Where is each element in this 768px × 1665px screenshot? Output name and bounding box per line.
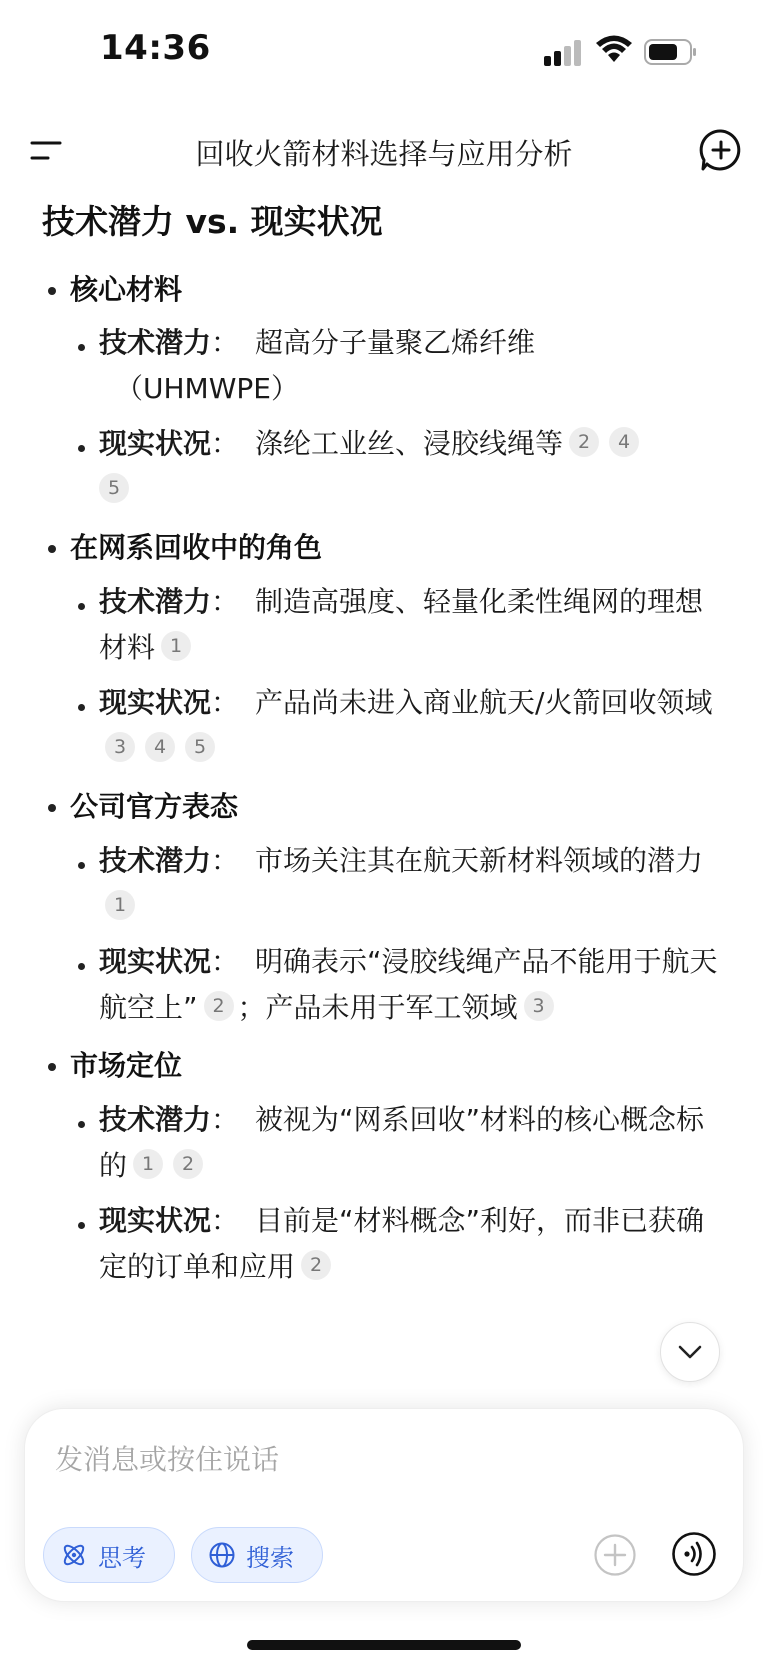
list-item [99, 838, 719, 930]
citation-badge[interactable]: 1 [161, 631, 191, 661]
bullet-dot [78, 704, 85, 711]
think-toggle-button[interactable] [43, 1527, 175, 1583]
sub-text-2: ；产品未用于军工领域 [237, 991, 518, 1024]
bullet-dot [78, 1222, 85, 1229]
status-bar [0, 0, 768, 100]
message-composer [24, 1408, 744, 1602]
globe-icon [208, 1541, 236, 1569]
section-heading: 技术潜力 vs. 现实状况 [42, 202, 383, 241]
bullet-dot [78, 445, 85, 452]
citation-badge[interactable]: 2 [569, 427, 599, 457]
sub-colon: ： [211, 686, 240, 719]
citation-badge[interactable]: 1 [105, 890, 135, 920]
atom-icon [60, 1541, 88, 1569]
bullet-dot [78, 344, 85, 351]
bullet-dot [78, 963, 85, 970]
sub-label: 现实状况 [99, 945, 212, 978]
sub-colon: ： [211, 1204, 240, 1237]
citation-badge[interactable]: 2 [204, 991, 234, 1021]
sub-colon: ： [211, 585, 240, 618]
sub-colon: ： [211, 1103, 240, 1136]
citation-badge[interactable]: 1 [133, 1149, 163, 1179]
list-item [99, 579, 719, 671]
bullet-dot [48, 287, 56, 295]
chat-header [0, 120, 768, 182]
item-title: 市场定位 [70, 1049, 183, 1082]
home-indicator [247, 1640, 521, 1650]
sub-text: 明确表示“浸胶线绳产品不能用于航天航空上” [99, 945, 718, 1024]
bullet-dot [48, 1063, 56, 1071]
sub-colon: ： [211, 427, 240, 460]
list-item [99, 680, 719, 772]
sub-label: 技术潜力 [99, 1103, 212, 1136]
wifi-icon [594, 34, 634, 64]
chevron-down-icon [678, 1345, 702, 1359]
sub-colon: ： [211, 326, 240, 359]
plus-icon[interactable] [593, 1533, 637, 1577]
sub-label: 现实状况 [99, 686, 212, 719]
citation-badge[interactable]: 5 [185, 732, 215, 762]
bullet-dot [48, 545, 56, 553]
search-label: 搜索 [246, 1543, 294, 1572]
sub-label: 现实状况 [99, 1204, 212, 1237]
sub-label: 技术潜力 [99, 585, 212, 618]
list-item [99, 421, 719, 513]
voice-icon[interactable] [671, 1531, 717, 1577]
sub-colon: ： [211, 844, 240, 877]
sub-text: 产品尚未进入商业航天/火箭回收领域 [255, 686, 713, 719]
item-title: 核心材料 [70, 273, 183, 306]
list-item [99, 320, 719, 412]
search-toggle-button[interactable] [191, 1527, 323, 1583]
citation-badge[interactable]: 4 [609, 427, 639, 457]
battery-icon [644, 38, 698, 66]
list-item [99, 939, 719, 1031]
bullet-dot [48, 804, 56, 812]
sub-text: 涤纶工业丝、浸胶线绳等 [255, 427, 564, 460]
sub-text: 目前是“材料概念”利好，而非已获确定的订单和应用 [99, 1204, 705, 1283]
sub-text-2: （UHMWPE） [115, 372, 299, 405]
citation-badge[interactable]: 3 [524, 991, 554, 1021]
sub-colon: ： [211, 945, 240, 978]
message-input[interactable] [55, 1443, 695, 1476]
sub-text: 被视为“网系回收”材料的核心概念标的 [99, 1103, 705, 1182]
citation-badge[interactable]: 3 [105, 732, 135, 762]
bullet-dot [78, 862, 85, 869]
sub-label: 技术潜力 [99, 844, 212, 877]
sub-text: 制造高强度、轻量化柔性绳网的理想材料 [99, 585, 704, 664]
scroll-to-bottom-button[interactable] [660, 1322, 720, 1382]
think-label: 思考 [98, 1543, 146, 1572]
citation-badge[interactable]: 2 [301, 1250, 331, 1280]
item-title: 在网系回收中的角色 [70, 531, 323, 564]
item-title: 公司官方表态 [70, 790, 239, 823]
sub-text: 市场关注其在航天新材料领域的潜力 [255, 844, 704, 877]
sub-label: 技术潜力 [99, 326, 212, 359]
new-chat-icon[interactable] [698, 127, 744, 173]
sub-text: 超高分子量聚乙烯纤维 [255, 326, 536, 359]
citation-badge[interactable]: 5 [99, 473, 129, 503]
bullet-dot [78, 1121, 85, 1128]
list-item [99, 1097, 719, 1189]
sub-label: 现实状况 [99, 427, 212, 460]
cellular-signal-icon [544, 40, 588, 66]
status-time: 14:36 [100, 28, 211, 68]
bullet-dot [78, 603, 85, 610]
list-item [99, 1198, 719, 1290]
citation-badge[interactable]: 4 [145, 732, 175, 762]
citation-badge[interactable]: 2 [173, 1149, 203, 1179]
page-title: 回收火箭材料选择与应用分析 [195, 137, 573, 171]
